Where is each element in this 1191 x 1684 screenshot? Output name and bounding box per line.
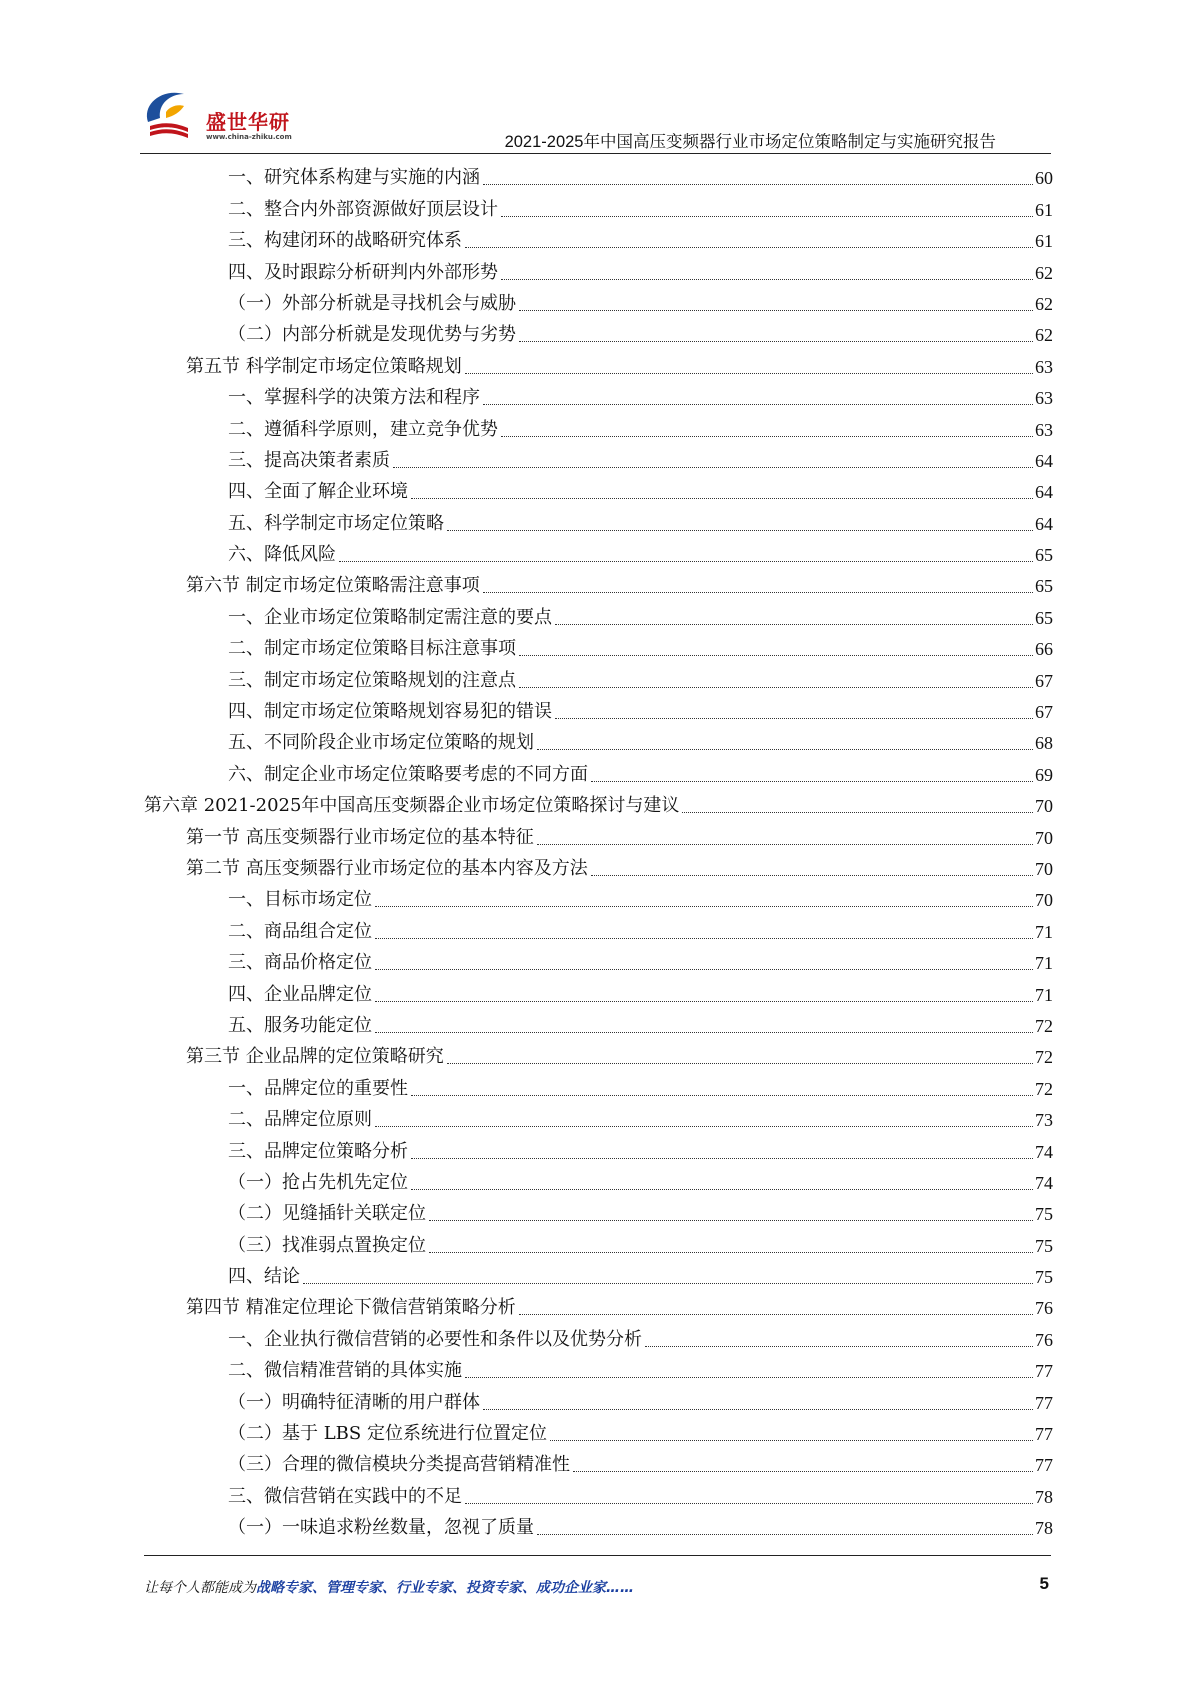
toc-entry[interactable] — [144, 442, 1053, 473]
toc-leader-dots — [555, 718, 1033, 719]
toc-entry[interactable] — [144, 1069, 1053, 1100]
toc-entry[interactable] — [144, 222, 1053, 253]
toc-entry-title: （一）外部分析就是寻找机会与威胁 — [228, 292, 516, 314]
toc-entry-title: 二、品牌定位原则 — [228, 1109, 372, 1131]
toc-entry-page: 72 — [1035, 1078, 1053, 1099]
toc-leader-dots — [519, 655, 1033, 656]
toc-entry-title: 三、品牌定位策略分析 — [228, 1140, 408, 1162]
toc-entry-title: （三）找准弱点置换定位 — [228, 1234, 426, 1256]
toc-entry-title: 第六章 2021-2025年中国高压变频器企业市场定位策略探讨与建议 — [144, 795, 680, 817]
toc-entry[interactable] — [144, 1195, 1053, 1226]
toc-entry-title: 二、遵循科学原则，建立竞争优势 — [228, 418, 498, 440]
toc-entry[interactable] — [144, 1446, 1053, 1477]
toc-entry[interactable] — [144, 1164, 1053, 1195]
toc-entry-page: 65 — [1035, 545, 1053, 566]
logo-text: 盛世华研 — [206, 110, 290, 134]
toc-entry-title: 六、制定企业市场定位策略要考虑的不同方面 — [228, 763, 588, 785]
toc-entry[interactable] — [144, 1132, 1053, 1163]
toc-entry-page: 70 — [1035, 890, 1053, 911]
toc-entry-title: 四、制定市场定位策略规划容易犯的错误 — [228, 701, 552, 723]
toc-entry-title: 二、制定市场定位策略目标注意事项 — [228, 638, 516, 660]
toc-entry-title: 五、不同阶段企业市场定位策略的规划 — [228, 732, 534, 754]
toc-entry-page: 62 — [1035, 325, 1053, 346]
toc-leader-dots — [429, 1220, 1033, 1221]
toc-entry-title: 一、研究体系构建与实施的内涵 — [228, 167, 480, 189]
toc-entry[interactable] — [144, 159, 1053, 190]
toc-entry-page: 76 — [1035, 1329, 1053, 1350]
toc-entry-title: （二）见缝插针关联定位 — [228, 1203, 426, 1225]
toc-entry-title: 三、构建闭环的战略研究体系 — [228, 230, 462, 252]
toc-entry-title: 五、科学制定市场定位策略 — [228, 512, 444, 534]
toc-entry-page: 72 — [1035, 1047, 1053, 1068]
toc-leader-dots — [483, 592, 1033, 593]
footer-divider — [144, 1555, 1051, 1556]
toc-leader-dots — [411, 1158, 1033, 1159]
header-divider — [140, 153, 1051, 154]
toc-entry[interactable] — [144, 1038, 1053, 1069]
toc-entry-page: 62 — [1035, 293, 1053, 314]
company-logo — [140, 82, 320, 152]
toc-entry-title: （三）合理的微信模块分类提高营销精准性 — [228, 1454, 570, 1476]
toc-entry[interactable] — [144, 1509, 1053, 1540]
toc-entry-page: 69 — [1035, 764, 1053, 785]
toc-leader-dots — [375, 906, 1033, 907]
toc-entry-page: 61 — [1035, 231, 1053, 252]
toc-entry-page: 71 — [1035, 921, 1053, 942]
toc-entry[interactable] — [144, 598, 1053, 629]
toc-leader-dots — [303, 1283, 1033, 1284]
toc-entry[interactable] — [144, 724, 1053, 755]
toc-entry[interactable] — [144, 253, 1053, 284]
toc-entry-title: 二、微信精准营销的具体实施 — [228, 1360, 462, 1382]
toc-entry-title: （一）一味追求粉丝数量，忽视了质量 — [228, 1517, 534, 1539]
toc-entry-title: 四、及时跟踪分析研判内外部形势 — [228, 261, 498, 283]
toc-entry-page: 68 — [1035, 733, 1053, 754]
toc-leader-dots — [519, 687, 1033, 688]
toc-leader-dots — [483, 184, 1033, 185]
toc-entry[interactable] — [144, 473, 1053, 504]
toc-leader-dots — [447, 530, 1033, 531]
toc-entry-page: 76 — [1035, 1298, 1053, 1319]
toc-entry-page: 62 — [1035, 262, 1053, 283]
page-number: 5 — [1039, 1574, 1049, 1593]
toc-leader-dots — [501, 436, 1033, 437]
toc-entry-page: 72 — [1035, 1015, 1053, 1036]
toc-leader-dots — [465, 373, 1033, 374]
toc-leader-dots — [447, 1063, 1033, 1064]
toc-leader-dots — [465, 1377, 1033, 1378]
toc-leader-dots — [411, 1189, 1033, 1190]
toc-entry[interactable] — [144, 504, 1053, 535]
toc-entry-page: 67 — [1035, 702, 1053, 723]
toc-entry[interactable] — [144, 1289, 1053, 1320]
toc-leader-dots — [429, 1252, 1033, 1253]
toc-leader-dots — [393, 467, 1033, 468]
logo-url: www.china-zhiku.com — [206, 133, 292, 141]
toc-entry[interactable] — [144, 881, 1053, 912]
toc-entry[interactable] — [144, 975, 1053, 1006]
toc-entry-title: 三、商品价格定位 — [228, 952, 372, 974]
toc-entry-title: 四、企业品牌定位 — [228, 983, 372, 1005]
toc-entry-title: 第一节 高压变频器行业市场定位的基本特征 — [186, 826, 534, 848]
toc-entry-page: 66 — [1035, 639, 1053, 660]
toc-leader-dots — [483, 1409, 1033, 1410]
footer-slogan — [144, 1577, 634, 1597]
toc-entry-title: 二、商品组合定位 — [228, 920, 372, 942]
toc-leader-dots — [519, 1314, 1033, 1315]
toc-leader-dots — [550, 1440, 1033, 1441]
toc-entry-page: 78 — [1035, 1486, 1053, 1507]
toc-entry-title: 第六节 制定市场定位策略需注意事项 — [186, 575, 480, 597]
toc-leader-dots — [519, 310, 1033, 311]
toc-entry-page: 61 — [1035, 199, 1053, 220]
toc-entry-title: 五、服务功能定位 — [228, 1014, 372, 1036]
toc-entry-page: 78 — [1035, 1518, 1053, 1539]
toc-entry[interactable] — [144, 1477, 1053, 1508]
footer-slogan-prefix: 让每个人都能成为 — [144, 1580, 256, 1596]
toc-leader-dots — [375, 938, 1033, 939]
toc-entry-page: 63 — [1035, 356, 1053, 377]
toc-entry-page: 71 — [1035, 984, 1053, 1005]
toc-entry-page: 65 — [1035, 576, 1053, 597]
toc-entry-title: 四、结论 — [228, 1266, 300, 1288]
toc-entry-title: 三、制定市场定位策略规划的注意点 — [228, 669, 516, 691]
toc-entry[interactable] — [144, 630, 1053, 661]
toc-entry-page: 77 — [1035, 1455, 1053, 1476]
toc-entry-page: 75 — [1035, 1204, 1053, 1225]
toc-entry-page: 60 — [1035, 168, 1053, 189]
toc-entry-page: 71 — [1035, 953, 1053, 974]
toc-entry[interactable] — [144, 787, 1053, 818]
toc-leader-dots — [591, 875, 1033, 876]
toc-leader-dots — [375, 1032, 1033, 1033]
toc-entry-page: 70 — [1035, 858, 1053, 879]
toc-entry-title: 一、目标市场定位 — [228, 889, 372, 911]
toc-entry-page: 65 — [1035, 607, 1053, 628]
toc-leader-dots — [411, 498, 1033, 499]
toc-entry[interactable] — [144, 1320, 1053, 1351]
toc-entry-page: 63 — [1035, 388, 1053, 409]
toc-leader-dots — [465, 1503, 1033, 1504]
toc-leader-dots — [682, 812, 1033, 813]
footer-slogan-highlight: 战略专家、管理专家、行业专家、投资专家、成功企业家…… — [256, 1580, 634, 1596]
toc-entry-title: 一、企业市场定位策略制定需注意的要点 — [228, 606, 552, 628]
toc-leader-dots — [537, 1534, 1033, 1535]
toc-entry-page: 64 — [1035, 513, 1053, 534]
toc-leader-dots — [483, 404, 1033, 405]
toc-leader-dots — [555, 624, 1033, 625]
toc-entry-page: 64 — [1035, 482, 1053, 503]
logo-mark-icon — [140, 82, 204, 144]
toc-leader-dots — [537, 749, 1033, 750]
toc-entry-page: 70 — [1035, 796, 1053, 817]
toc-entry-title: 一、品牌定位的重要性 — [228, 1077, 408, 1099]
toc-entry[interactable] — [144, 693, 1053, 724]
toc-entry[interactable] — [144, 1007, 1053, 1038]
toc-entry-page: 77 — [1035, 1424, 1053, 1445]
toc-entry-page: 77 — [1035, 1392, 1053, 1413]
toc-leader-dots — [501, 279, 1033, 280]
toc-leader-dots — [375, 969, 1033, 970]
toc-entry[interactable] — [144, 661, 1053, 692]
toc-leader-dots — [519, 341, 1033, 342]
toc-entry-title: 第五节 科学制定市场定位策略规划 — [186, 355, 462, 377]
toc-entry-title: 一、掌握科学的决策方法和程序 — [228, 387, 480, 409]
toc-entry-page: 67 — [1035, 670, 1053, 691]
toc-entry[interactable] — [144, 818, 1053, 849]
toc-entry-page: 70 — [1035, 827, 1053, 848]
toc-entry-title: （一）明确特征清晰的用户群体 — [228, 1391, 480, 1413]
toc-leader-dots — [645, 1346, 1033, 1347]
toc-entry-page: 63 — [1035, 419, 1053, 440]
toc-leader-dots — [573, 1471, 1033, 1472]
toc-entry[interactable] — [144, 285, 1053, 316]
toc-entry[interactable] — [144, 410, 1053, 441]
toc-entry[interactable] — [144, 912, 1053, 943]
toc-entry-page: 74 — [1035, 1141, 1053, 1162]
toc-leader-dots — [465, 247, 1033, 248]
toc-entry[interactable] — [144, 567, 1053, 598]
toc-entry-title: 第三节 企业品牌的定位策略研究 — [186, 1046, 444, 1068]
toc-entry-title: 一、企业执行微信营销的必要性和条件以及优势分析 — [228, 1328, 642, 1350]
toc-leader-dots — [537, 844, 1033, 845]
toc-entry[interactable] — [144, 1226, 1053, 1257]
toc-entry-page: 75 — [1035, 1267, 1053, 1288]
toc-entry[interactable] — [144, 1258, 1053, 1289]
toc-entry-page: 73 — [1035, 1110, 1053, 1131]
toc-entry[interactable] — [144, 316, 1053, 347]
toc-entry[interactable] — [144, 1383, 1053, 1414]
toc-entry-title: 三、微信营销在实践中的不足 — [228, 1485, 462, 1507]
toc-entry-title: 二、整合内外部资源做好顶层设计 — [228, 198, 498, 220]
toc-entry[interactable] — [144, 347, 1053, 378]
toc-entry-title: （一）抢占先机先定位 — [228, 1171, 408, 1193]
document-title: 2021-2025年中国高压变频器行业市场定位策略制定与实施研究报告 — [504, 133, 996, 151]
toc-entry-page: 64 — [1035, 450, 1053, 471]
toc-entry-page: 74 — [1035, 1172, 1053, 1193]
toc-entry-title: 四、全面了解企业环境 — [228, 481, 408, 503]
toc-entry-page: 77 — [1035, 1361, 1053, 1382]
toc-entry-title: 第四节 精准定位理论下微信营销策略分析 — [186, 1297, 516, 1319]
toc-entry[interactable] — [144, 536, 1053, 567]
toc-entry-title: 三、提高决策者素质 — [228, 449, 390, 471]
toc-entry[interactable] — [144, 1101, 1053, 1132]
toc-entry[interactable] — [144, 1415, 1053, 1446]
toc-leader-dots — [411, 1095, 1033, 1096]
toc-leader-dots — [339, 561, 1033, 562]
toc-entry-title: 六、降低风险 — [228, 544, 336, 566]
table-of-contents — [144, 159, 1053, 1540]
toc-entry[interactable] — [144, 1352, 1053, 1383]
toc-entry[interactable] — [144, 755, 1053, 786]
toc-entry-title: 第二节 高压变频器行业市场定位的基本内容及方法 — [186, 857, 588, 879]
toc-leader-dots — [375, 1126, 1033, 1127]
toc-entry[interactable] — [144, 944, 1053, 975]
toc-entry-page: 75 — [1035, 1235, 1053, 1256]
toc-leader-dots — [591, 781, 1033, 782]
toc-leader-dots — [375, 1001, 1033, 1002]
toc-entry[interactable] — [144, 850, 1053, 881]
toc-entry-title: （二）内部分析就是发现优势与劣势 — [228, 324, 516, 346]
toc-entry[interactable] — [144, 379, 1053, 410]
toc-leader-dots — [501, 216, 1033, 217]
toc-entry-title: （二）基于 LBS 定位系统进行位置定位 — [228, 1423, 547, 1445]
toc-entry[interactable] — [144, 190, 1053, 221]
